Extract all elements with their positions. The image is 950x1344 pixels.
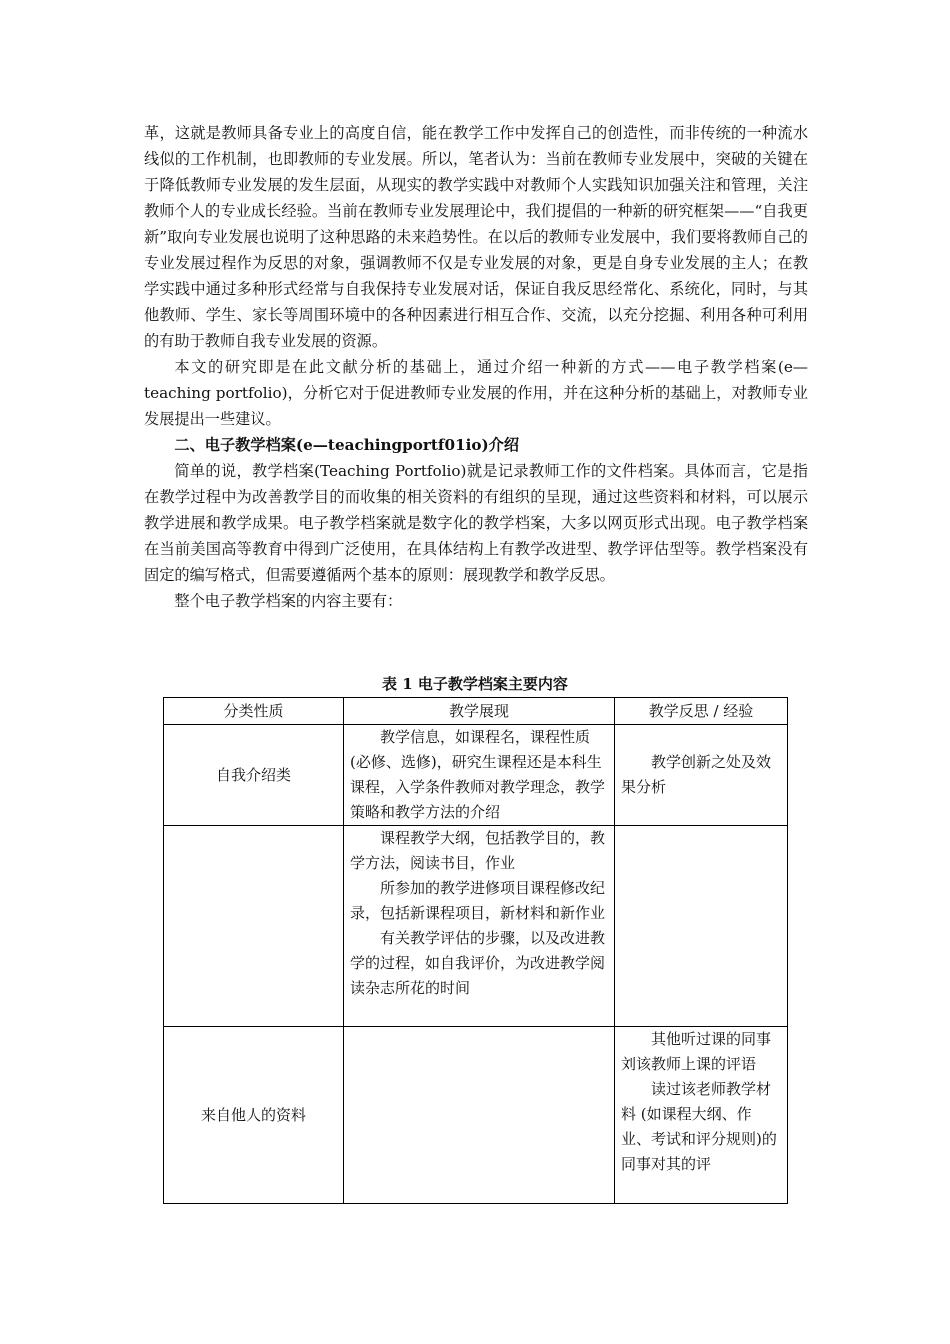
header-reflection: 教学反思 / 经验 xyxy=(615,698,788,725)
paragraph-portfolio-definition: 简单的说，教学档案(Teaching Portfolio)就是记录教师工作的文件档案。具体而言，它是指在教学过程中为改善教学目的而收集的相关资料的有组织的呈现，通过这些资料和材料，可以展示教学进展和教学成果。电子教学档案就是数字化的教学档案，大多以网页形式出现。电子教学档案在当前美国高等教育中得到广泛使用，在具体结构上有教学改进型、教学评估型等。教学档案没有固定的编写格式，但需要遵循两个基本的原则：展现教学和教学反思。 xyxy=(144,462,808,584)
table-row xyxy=(164,725,788,826)
table-row xyxy=(164,1027,788,1204)
category-cell xyxy=(164,826,344,1027)
reflection-cell xyxy=(615,725,788,826)
display-cell xyxy=(344,826,615,1027)
category-cell: 自我介绍类 xyxy=(164,725,344,826)
cell-paragraph: 教学信息，如课程名，课程性质(必修、选修)，研究生课程还是本科生课程，入学条件教师对教学理念，教学策略和教学方法的介绍 xyxy=(350,728,606,821)
cell-paragraph: 读过该老师教学材料 (如课程大纲、作业、考试和评分规则)的同事对其的评 xyxy=(621,1080,777,1173)
cell-paragraph: 其他听过课的同事刘该教师上课的评语 xyxy=(621,1030,772,1073)
table-caption: 表 1 电子教学档案主要内容 xyxy=(382,675,568,693)
reflection-cell xyxy=(615,826,788,1027)
header-category: 分类性质 xyxy=(164,698,344,725)
paragraph-contents-lead: 整个电子教学档案的内容主要有： xyxy=(174,592,403,610)
reflection-cell xyxy=(615,1027,788,1204)
cell-paragraph: 教学创新之处及效果分析 xyxy=(621,753,772,796)
display-cell xyxy=(344,1027,615,1204)
header-display: 教学展现 xyxy=(344,698,615,725)
display-cell xyxy=(344,725,615,826)
body-text xyxy=(144,120,808,614)
paragraph-study-intro: 本文的研究即是在此文献分析的基础上，通过介绍一种新的方式——电子教学档案(e—teaching portfolio)，分析它对于促进教师专业发展的作用，并在这种分析的基础上，对教师专业发展提出一些建议。 xyxy=(144,358,808,428)
table-row xyxy=(164,826,788,1027)
cell-paragraph: 有关教学评估的步骤，以及改进教学的过程，如自我评价，为改进教学阅读杂志所花的时间 xyxy=(350,929,606,997)
cell-paragraph: 课程教学大纲，包括教学目的，教学方法，阅读书目，作业 xyxy=(350,829,606,872)
table-header-row xyxy=(164,698,788,725)
paragraph-continuation: 革，这就是教师具备专业上的高度自信，能在教学工作中发挥自己的创造性，而非传统的一种流水线似的工作机制，也即教师的专业发展。所以，笔者认为：当前在教师专业发展中，突破的关键在于降低教师专业发展的发生层面，从现实的教学实践中对教师个人实践知识加强关注和管理，关注教师个人的专业成长经验。当前在教师专业发展理论中，我们提倡的一种新的研究框架——“自我更新”取向专业发展也说明了这种思路的未来趋势性。在以后的教师专业发展中，我们要将教师自己的专业发展过程作为反思的对象，强调教师不仅是专业发展的对象，更是自身专业发展的主人；在教学实践中通过多种形式经常与自我保持专业发展对话，保证自我反思经常化、系统化，同时，与其他教师、学生、家长等周围环境中的各种因素进行相互合作、交流，以充分挖掘、利用各种可利用的有助于教师自我专业发展的资源。 xyxy=(144,124,808,350)
section-heading: 二、电子教学档案(e—teachingportf01io)介绍 xyxy=(174,436,520,454)
category-cell: 来自他人的资料 xyxy=(164,1027,344,1204)
portfolio-contents-table xyxy=(163,697,788,1204)
cell-paragraph: 所参加的教学进修项目课程修改纪录，包括新课程项目，新材料和新作业 xyxy=(350,879,606,922)
